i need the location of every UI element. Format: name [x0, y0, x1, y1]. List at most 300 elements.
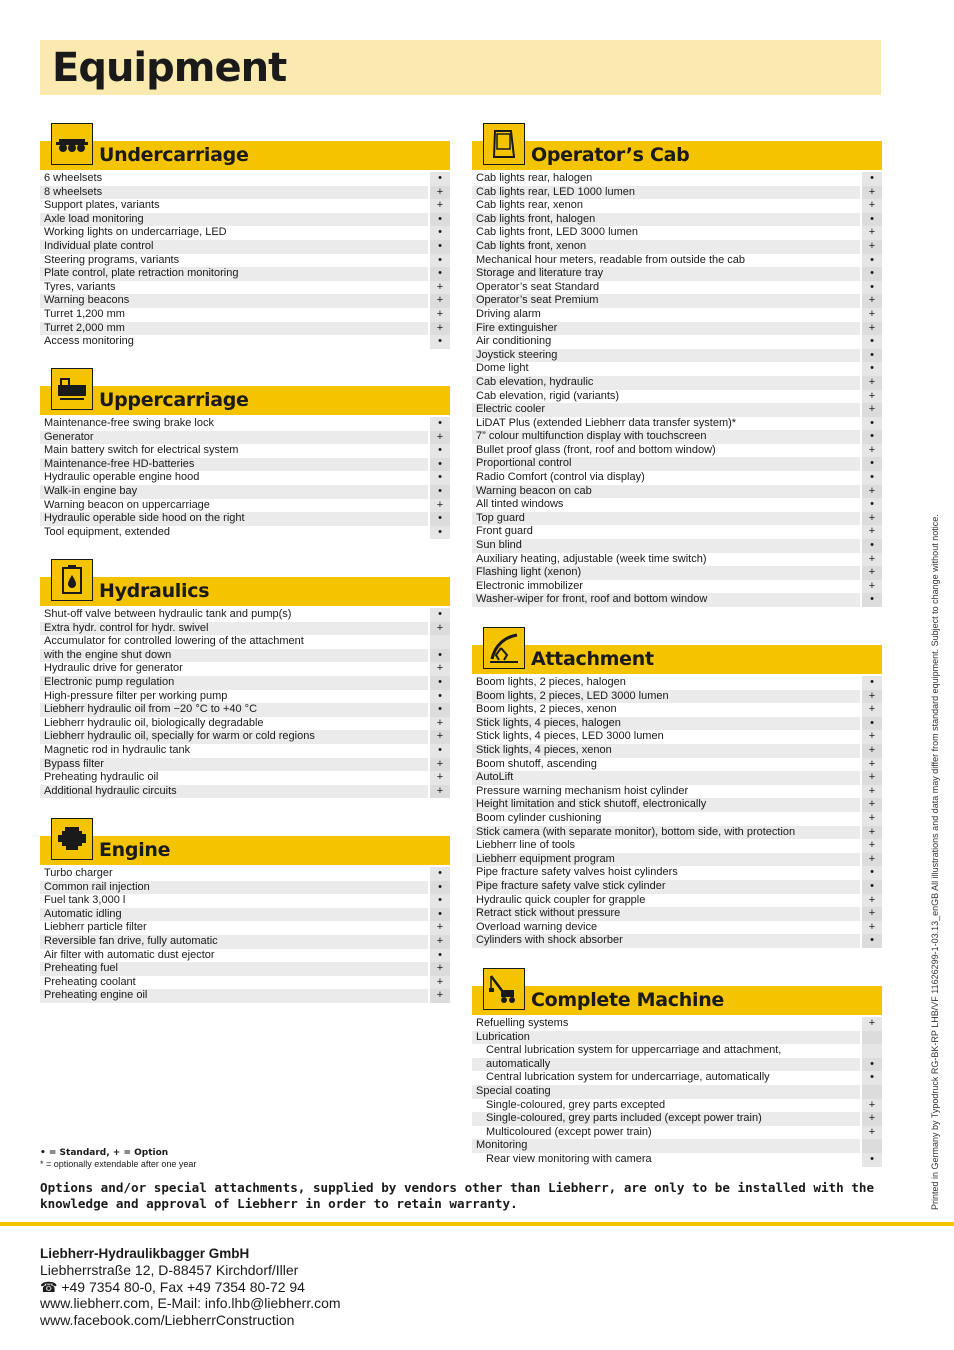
- equipment-marker: +: [428, 717, 450, 731]
- equipment-row: [472, 226, 882, 240]
- equipment-label: AutoLift: [472, 771, 860, 785]
- equipment-marker: +: [428, 499, 450, 513]
- equipment-label: Maintenance-free HD-batteries: [40, 458, 428, 472]
- footer: [40, 1246, 341, 1328]
- section-attachment: [472, 627, 882, 948]
- equipment-marker: [428, 635, 450, 649]
- equipment-row: [472, 1044, 882, 1058]
- equipment-label: Pipe fracture safety valve stick cylinder: [472, 880, 860, 894]
- equipment-label: Boom shutoff, ascending: [472, 758, 860, 772]
- equipment-label: Dome light: [472, 362, 860, 376]
- equipment-label: Automatic idling: [40, 908, 428, 922]
- equipment-label: LiDAT Plus (extended Liebherr data transfer system)*: [472, 417, 860, 431]
- equipment-label: Central lubrication system for uppercarriage and attachment,: [472, 1044, 860, 1058]
- equipment-marker: +: [428, 785, 450, 799]
- equipment-row: [40, 622, 450, 636]
- equipment-marker: •: [860, 1058, 882, 1072]
- equipment-row: [40, 744, 450, 758]
- equipment-row: [40, 213, 450, 227]
- equipment-row: [472, 839, 882, 853]
- equipment-marker: +: [428, 308, 450, 322]
- equipment-row: [40, 785, 450, 799]
- equipment-marker: •: [860, 172, 882, 186]
- equipment-row: [472, 267, 882, 281]
- equipment-label: Monitoring: [472, 1139, 860, 1153]
- equipment-marker: +: [860, 1112, 882, 1126]
- equipment-marker: •: [860, 349, 882, 363]
- equipment-row: [472, 322, 882, 336]
- legend-footnote: * = optionally extendable after one year: [40, 1159, 197, 1169]
- equipment-row: [40, 935, 450, 949]
- equipment-marker: +: [860, 690, 882, 704]
- equipment-row: [472, 812, 882, 826]
- equipment-row: [472, 798, 882, 812]
- equipment-row: [472, 580, 882, 594]
- equipment-label: Height limitation and stick shutoff, electronically: [472, 798, 860, 812]
- equipment-label: Cab lights front, halogen: [472, 213, 860, 227]
- equipment-row: [40, 717, 450, 731]
- equipment-row: [40, 499, 450, 513]
- equipment-label: Storage and literature tray: [472, 267, 860, 281]
- equipment-row: [472, 1031, 882, 1045]
- equipment-label: Tyres, variants: [40, 281, 428, 295]
- equipment-marker: +: [860, 580, 882, 594]
- equipment-row: [40, 512, 450, 526]
- equipment-label: Warning beacon on cab: [472, 485, 860, 499]
- equipment-marker: +: [860, 826, 882, 840]
- equipment-row: [472, 553, 882, 567]
- equipment-marker: •: [428, 444, 450, 458]
- equipment-marker: +: [860, 403, 882, 417]
- equipment-label: Electronic pump regulation: [40, 676, 428, 690]
- equipment-label: Steering programs, variants: [40, 254, 428, 268]
- equipment-row: [472, 349, 882, 363]
- facebook-link: www.facebook.com/LiebherrConstruction: [40, 1311, 295, 1328]
- equipment-label: Retract stick without pressure: [472, 907, 860, 921]
- equipment-label: Plate control, plate retraction monitoring: [40, 267, 428, 281]
- equipment-marker: +: [860, 853, 882, 867]
- equipment-row: [472, 1058, 882, 1072]
- equipment-label: Shut-off valve between hydraulic tank and pump(s): [40, 608, 428, 622]
- material-handler-icon: [483, 968, 525, 1010]
- equipment-label: Preheating hydraulic oil: [40, 771, 428, 785]
- divider: [0, 1222, 954, 1226]
- equipment-marker: +: [428, 962, 450, 976]
- section-operators-cab: [472, 123, 882, 607]
- equipment-label: Axle load monitoring: [40, 213, 428, 227]
- equipment-label: Stick lights, 4 pieces, halogen: [472, 717, 860, 731]
- engine-icon: [51, 818, 93, 860]
- equipment-label: Cab elevation, rigid (variants): [472, 390, 860, 404]
- section-header: [40, 386, 450, 415]
- equipment-marker: +: [428, 730, 450, 744]
- equipment-row: [472, 934, 882, 948]
- equipment-marker: •: [428, 485, 450, 499]
- page-title: Equipment: [52, 45, 287, 91]
- equipment-label: Flashing light (xenon): [472, 566, 860, 580]
- equipment-label: 7” colour multifunction display with touchscreen: [472, 430, 860, 444]
- equipment-row: [472, 866, 882, 880]
- equipment-row: [472, 539, 882, 553]
- equipment-marker: +: [860, 186, 882, 200]
- equipment-label: Cab lights front, LED 3000 lumen: [472, 226, 860, 240]
- equipment-label: Cab lights rear, halogen: [472, 172, 860, 186]
- equipment-marker: •: [428, 744, 450, 758]
- equipment-label: Reversible fan drive, fully automatic: [40, 935, 428, 949]
- equipment-label: automatically: [472, 1058, 860, 1072]
- equipment-row: [40, 976, 450, 990]
- section-header: [472, 986, 882, 1015]
- equipment-marker: •: [860, 717, 882, 731]
- equipment-row: [472, 880, 882, 894]
- equipment-label: Warning beacon on uppercarriage: [40, 499, 428, 513]
- equipment-row: [472, 186, 882, 200]
- equipment-marker: •: [860, 1153, 882, 1167]
- equipment-label: Rear view monitoring with camera: [472, 1153, 860, 1167]
- equipment-label: Working lights on undercarriage, LED: [40, 226, 428, 240]
- equipment-marker: +: [860, 703, 882, 717]
- equipment-row: [472, 744, 882, 758]
- equipment-marker: +: [860, 390, 882, 404]
- equipment-label: Boom cylinder cushioning: [472, 812, 860, 826]
- equipment-label: Auxiliary heating, adjustable (week time switch): [472, 553, 860, 567]
- equipment-marker: •: [860, 417, 882, 431]
- equipment-label: Access monitoring: [40, 335, 428, 349]
- equipment-marker: •: [428, 254, 450, 268]
- equipment-label: Proportional control: [472, 457, 860, 471]
- equipment-row: [40, 662, 450, 676]
- equipment-row: [40, 526, 450, 540]
- equipment-marker: •: [428, 690, 450, 704]
- equipment-label: Boom lights, 2 pieces, halogen: [472, 676, 860, 690]
- equipment-marker: +: [860, 798, 882, 812]
- equipment-marker: •: [860, 254, 882, 268]
- equipment-row: [40, 471, 450, 485]
- equipment-row: [472, 1139, 882, 1153]
- equipment-label: Cab lights rear, xenon: [472, 199, 860, 213]
- equipment-row: [40, 199, 450, 213]
- item-list: [40, 867, 450, 1003]
- cab-icon: [483, 123, 525, 165]
- equipment-label: 6 wheelsets: [40, 172, 428, 186]
- equipment-row: [472, 894, 882, 908]
- equipment-marker: •: [860, 539, 882, 553]
- equipment-marker: •: [428, 881, 450, 895]
- equipment-marker: •: [860, 267, 882, 281]
- equipment-label: Stick lights, 4 pieces, xenon: [472, 744, 860, 758]
- equipment-label: All tinted windows: [472, 498, 860, 512]
- equipment-marker: +: [860, 839, 882, 853]
- equipment-row: [472, 676, 882, 690]
- equipment-marker: +: [428, 921, 450, 935]
- equipment-label: Main battery switch for electrical system: [40, 444, 428, 458]
- equipment-marker: •: [428, 649, 450, 663]
- equipment-label: Generator: [40, 431, 428, 445]
- equipment-marker: +: [428, 186, 450, 200]
- equipment-marker: +: [860, 199, 882, 213]
- equipment-marker: •: [428, 526, 450, 540]
- equipment-row: [472, 430, 882, 444]
- equipment-marker: +: [428, 989, 450, 1003]
- equipment-row: [472, 240, 882, 254]
- equipment-row: [472, 390, 882, 404]
- equipment-marker: +: [860, 566, 882, 580]
- equipment-label: Preheating coolant: [40, 976, 428, 990]
- equipment-row: [40, 690, 450, 704]
- equipment-row: [472, 853, 882, 867]
- equipment-label: Turbo charger: [40, 867, 428, 881]
- company-name: Liebherr-Hydraulikbagger GmbH: [40, 1246, 250, 1261]
- equipment-row: [472, 1153, 882, 1167]
- equipment-row: [472, 1112, 882, 1126]
- address: Liebherrstraße 12, D-88457 Kirchdorf/Iller: [40, 1262, 299, 1279]
- equipment-row: [472, 1085, 882, 1099]
- equipment-marker: •: [860, 498, 882, 512]
- equipment-row: [472, 921, 882, 935]
- section-title: Hydraulics: [99, 580, 210, 602]
- equipment-marker: •: [860, 457, 882, 471]
- equipment-marker: •: [428, 949, 450, 963]
- equipment-label: 8 wheelsets: [40, 186, 428, 200]
- equipment-marker: [860, 1031, 882, 1045]
- equipment-label: Liebherr line of tools: [472, 839, 860, 853]
- equipment-row: [40, 444, 450, 458]
- equipment-marker: •: [428, 703, 450, 717]
- equipment-label: Operator’s seat Premium: [472, 294, 860, 308]
- equipment-label: Accumulator for controlled lowering of the attachment: [40, 635, 428, 649]
- equipment-marker: +: [860, 1099, 882, 1113]
- equipment-row: [40, 267, 450, 281]
- equipment-label: Electronic immobilizer: [472, 580, 860, 594]
- equipment-marker: •: [428, 908, 450, 922]
- equipment-marker: +: [860, 1017, 882, 1031]
- equipment-row: [40, 635, 450, 649]
- equipment-marker: •: [428, 335, 450, 349]
- equipment-row: [472, 758, 882, 772]
- equipment-row: [472, 172, 882, 186]
- equipment-marker: •: [428, 226, 450, 240]
- equipment-marker: +: [860, 525, 882, 539]
- equipment-label: Walk-in engine bay: [40, 485, 428, 499]
- equipment-label: Additional hydraulic circuits: [40, 785, 428, 799]
- section-header: [472, 645, 882, 674]
- equipment-label: Liebherr equipment program: [472, 853, 860, 867]
- undercarriage-icon: [51, 123, 93, 165]
- section-undercarriage: [40, 123, 450, 349]
- equipment-marker: [860, 1044, 882, 1058]
- equipment-row: [40, 186, 450, 200]
- equipment-label: Stick lights, 4 pieces, LED 3000 lumen: [472, 730, 860, 744]
- equipment-row: [472, 717, 882, 731]
- equipment-label: Overload warning device: [472, 921, 860, 935]
- equipment-label: Cab lights rear, LED 1000 lumen: [472, 186, 860, 200]
- equipment-marker: +: [860, 512, 882, 526]
- equipment-label: Support plates, variants: [40, 199, 428, 213]
- equipment-marker: +: [428, 199, 450, 213]
- equipment-label: Multicoloured (except power train): [472, 1126, 860, 1140]
- equipment-label: Central lubrication system for undercarriage, automatically: [472, 1071, 860, 1085]
- equipment-row: [40, 881, 450, 895]
- equipment-label: Fuel tank 3,000 l: [40, 894, 428, 908]
- equipment-label: Preheating fuel: [40, 962, 428, 976]
- equipment-label: Turret 2,000 mm: [40, 322, 428, 336]
- equipment-marker: •: [860, 471, 882, 485]
- equipment-marker: +: [428, 322, 450, 336]
- equipment-row: [472, 771, 882, 785]
- equipment-row: [40, 867, 450, 881]
- equipment-marker: •: [428, 608, 450, 622]
- equipment-label: with the engine shut down: [40, 649, 428, 663]
- equipment-label: Cab lights front, xenon: [472, 240, 860, 254]
- equipment-row: [472, 512, 882, 526]
- equipment-label: Warning beacons: [40, 294, 428, 308]
- equipment-label: Preheating engine oil: [40, 989, 428, 1003]
- equipment-label: Bullet proof glass (front, roof and bottom window): [472, 444, 860, 458]
- equipment-row: [472, 826, 882, 840]
- equipment-label: Turret 1,200 mm: [40, 308, 428, 322]
- equipment-marker: •: [860, 676, 882, 690]
- equipment-marker: +: [860, 226, 882, 240]
- equipment-label: Individual plate control: [40, 240, 428, 254]
- print-note: Printed in Germany by Typodruck RG-BK-RP LHB/VF 11626299-1-03.13_enGB All illustrations and data may differ from standard equipment. Subject to change without notice.: [930, 514, 940, 1210]
- equipment-marker: +: [860, 894, 882, 908]
- equipment-row: [40, 894, 450, 908]
- equipment-marker: +: [860, 785, 882, 799]
- equipment-marker: +: [860, 322, 882, 336]
- equipment-label: Bypass filter: [40, 758, 428, 772]
- equipment-label: Front guard: [472, 525, 860, 539]
- equipment-row: [472, 1126, 882, 1140]
- equipment-label: Pressure warning mechanism hoist cylinder: [472, 785, 860, 799]
- equipment-label: Hydraulic quick coupler for grapple: [472, 894, 860, 908]
- equipment-label: Washer-wiper for front, roof and bottom window: [472, 593, 860, 607]
- equipment-label: Boom lights, 2 pieces, xenon: [472, 703, 860, 717]
- equipment-marker: •: [428, 867, 450, 881]
- equipment-row: [472, 690, 882, 704]
- equipment-marker: +: [428, 771, 450, 785]
- equipment-marker: +: [428, 976, 450, 990]
- equipment-marker: +: [860, 907, 882, 921]
- equipment-marker: +: [860, 308, 882, 322]
- section-engine: [40, 818, 450, 1003]
- equipment-marker: +: [428, 662, 450, 676]
- equipment-marker: •: [860, 1071, 882, 1085]
- equipment-marker: •: [860, 335, 882, 349]
- equipment-row: [472, 730, 882, 744]
- equipment-marker: +: [860, 485, 882, 499]
- equipment-label: Fire extinguisher: [472, 322, 860, 336]
- section-title: Complete Machine: [531, 989, 725, 1011]
- equipment-marker: +: [860, 240, 882, 254]
- equipment-row: [472, 498, 882, 512]
- equipment-row: [40, 676, 450, 690]
- equipment-marker: •: [860, 934, 882, 948]
- equipment-marker: •: [860, 430, 882, 444]
- warranty-notice: Options and/or special attachments, supplied by vendors other than Liebherr, are only to be installed with the knowledge and approval of Liebherr in order to retain warranty.: [40, 1180, 875, 1211]
- equipment-label: Mechanical hour meters, readable from outside the cab: [472, 254, 860, 268]
- equipment-marker: +: [860, 744, 882, 758]
- website-email: www.liebherr.com, E-Mail: info.lhb@liebherr.com: [40, 1295, 341, 1312]
- equipment-label: Special coating: [472, 1085, 860, 1099]
- equipment-label: Electric cooler: [472, 403, 860, 417]
- equipment-row: [472, 1099, 882, 1113]
- equipment-marker: +: [860, 812, 882, 826]
- equipment-label: Hydraulic operable engine hood: [40, 471, 428, 485]
- section-header: [472, 141, 882, 170]
- equipment-row: [472, 281, 882, 295]
- equipment-label: Boom lights, 2 pieces, LED 3000 lumen: [472, 690, 860, 704]
- section-uppercarriage: [40, 368, 450, 539]
- equipment-row: [40, 649, 450, 663]
- equipment-row: [40, 758, 450, 772]
- equipment-label: Common rail injection: [40, 881, 428, 895]
- equipment-label: Pipe fracture safety valves hoist cylinders: [472, 866, 860, 880]
- equipment-marker: +: [860, 1126, 882, 1140]
- equipment-row: [40, 431, 450, 445]
- section-title: Operator’s Cab: [531, 144, 690, 166]
- equipment-label: Air conditioning: [472, 335, 860, 349]
- equipment-row: [472, 199, 882, 213]
- equipment-row: [472, 907, 882, 921]
- title-bar: [40, 40, 881, 95]
- equipment-label: Magnetic rod in hydraulic tank: [40, 744, 428, 758]
- equipment-row: [472, 525, 882, 539]
- equipment-row: [40, 703, 450, 717]
- equipment-row: [40, 949, 450, 963]
- equipment-marker: +: [428, 935, 450, 949]
- equipment-label: Operator’s seat Standard: [472, 281, 860, 295]
- equipment-marker: •: [428, 172, 450, 186]
- equipment-row: [472, 417, 882, 431]
- equipment-marker: [860, 1139, 882, 1153]
- equipment-label: Stick camera (with separate monitor), bottom side, with protection: [472, 826, 860, 840]
- equipment-marker: +: [860, 294, 882, 308]
- equipment-label: Radio Comfort (control via display): [472, 471, 860, 485]
- equipment-row: [40, 240, 450, 254]
- equipment-row: [472, 335, 882, 349]
- section-header: [40, 836, 450, 865]
- equipment-marker: •: [428, 213, 450, 227]
- legend: [40, 1148, 196, 1170]
- equipment-marker: +: [860, 758, 882, 772]
- equipment-label: Sun blind: [472, 539, 860, 553]
- equipment-row: [472, 1017, 882, 1031]
- equipment-row: [472, 593, 882, 607]
- section-header: [40, 141, 450, 170]
- equipment-row: [472, 213, 882, 227]
- equipment-row: [472, 471, 882, 485]
- equipment-marker: +: [860, 921, 882, 935]
- equipment-marker: •: [428, 240, 450, 254]
- equipment-marker: •: [428, 676, 450, 690]
- equipment-marker: [860, 1085, 882, 1099]
- equipment-label: Lubrication: [472, 1031, 860, 1045]
- equipment-label: Single-coloured, grey parts included (except power train): [472, 1112, 860, 1126]
- equipment-marker: •: [860, 281, 882, 295]
- section-complete-machine: [472, 968, 882, 1167]
- equipment-label: Liebherr hydraulic oil, biologically degradable: [40, 717, 428, 731]
- equipment-marker: +: [860, 553, 882, 567]
- equipment-row: [472, 785, 882, 799]
- equipment-row: [472, 703, 882, 717]
- equipment-row: [40, 417, 450, 431]
- equipment-marker: +: [428, 622, 450, 636]
- legend-symbols: • = Standard, + = Option: [40, 1148, 169, 1158]
- equipment-label: Driving alarm: [472, 308, 860, 322]
- item-list: [40, 417, 450, 539]
- equipment-row: [40, 458, 450, 472]
- equipment-marker: +: [860, 376, 882, 390]
